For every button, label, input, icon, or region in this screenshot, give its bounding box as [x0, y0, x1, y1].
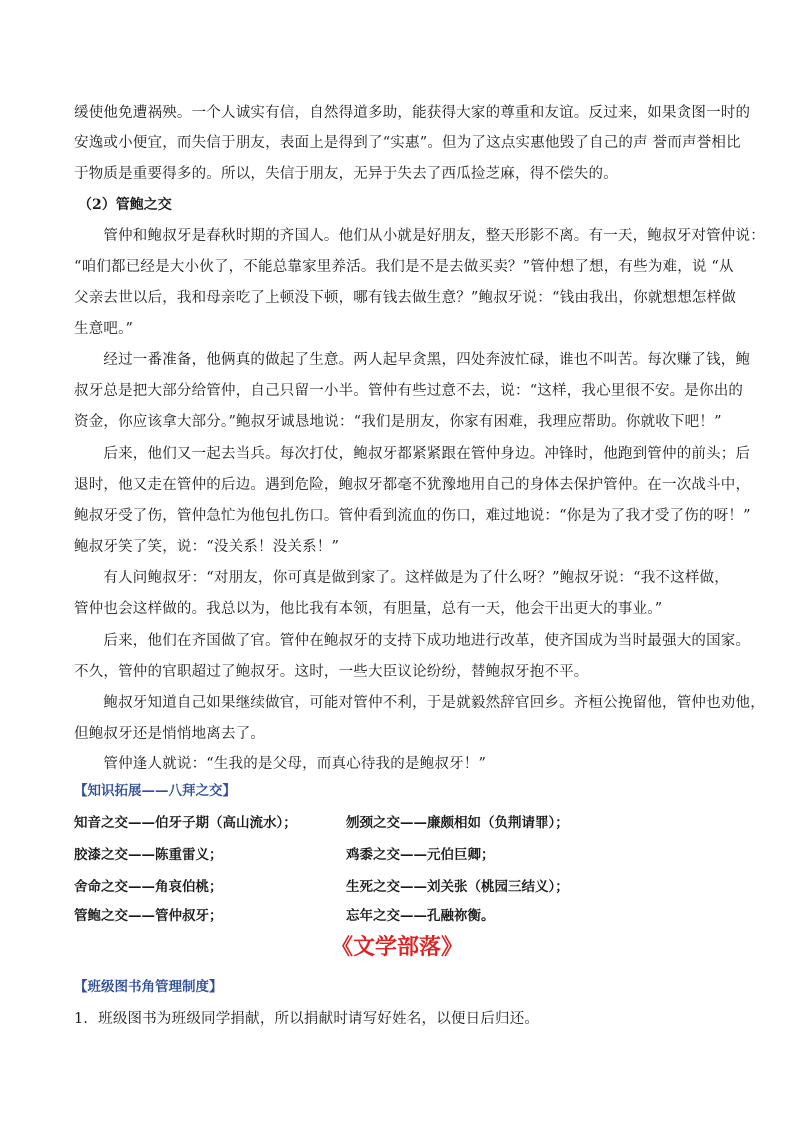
bai-jiao-item: 知音之交——伯牙子期（高山流水）；	[74, 815, 297, 831]
story-line: 生意吧。”	[74, 321, 134, 337]
section-heading: （2）管鲍之交	[78, 197, 172, 213]
bai-jiao-item: 舍命之交——角哀伯桃；	[74, 879, 223, 895]
library-rule: 1．班级图书为班级同学捐献，所以捐献时请写好姓名，以便日后归还。	[74, 1011, 540, 1027]
story-line: 父亲去世以后，我和母亲吃了上顿没下顿，哪有钱去做生意？”鲍叔牙说：“钱由我出，你就想想怎样做	[74, 290, 737, 306]
bai-jiao-item: 刎颈之交——廉颇相如（负荆请罪）；	[346, 815, 569, 831]
story-line: 管仲也会这样做的。我总以为，他比我有本领，有胆量，总有一天，他会干出更大的事业。”	[74, 601, 663, 617]
literature-title: 《文学部落》	[330, 934, 463, 960]
story-line: 鲍叔牙受了伤，管仲急忙为他包扎伤口。管仲看到流血的伤口，难过地说：“你是为了我才受了伤的呀！”	[74, 508, 751, 524]
bai-jiao-item: 忘年之交——孔融祢衡。	[346, 908, 495, 924]
story-line: 资金，你应该拿大部分。”鲍叔牙诚恳地说：“我们是朋友，你家有困难，我理应帮助。你就收下吧！”	[74, 414, 722, 430]
story-line: 管仲和鲍叔牙是春秋时期的齐国人。他们从小就是好朋友，整天形影不离。有一天，鲍叔牙对管仲说：	[74, 228, 765, 244]
knowledge-heading: 【知识拓展——八拜之交】	[74, 783, 236, 799]
story-line: 鲍叔牙笑了笑，说：“没关系！没关系！”	[74, 539, 340, 555]
story-line: 鲍叔牙知道自己如果继续做官，可能对管仲不利，于是就毅然辞官回乡。齐桓公挽留他，管仲也劝他，	[74, 695, 765, 711]
story-line: 后来，他们在齐国做了官。管仲在鲍叔牙的支持下成功地进行改革，使齐国成为当时最强大的国家。	[74, 633, 751, 649]
bai-jiao-item: 管鲍之交——管仲叔牙；	[74, 908, 223, 924]
paragraph-line: 安逸或小便宜，而失信于朋友，表面上是得到了“实惠”。但为了这点实惠他毁了自己的声 誉而声誉相比	[74, 135, 741, 151]
paragraph-line: 于物质是重要得多的。所以，失信于朋友，无异于失去了西瓜捡芝麻，得不偿失的。	[74, 166, 618, 182]
bai-jiao-item: 胶漆之交——陈重雷义；	[74, 847, 223, 863]
bai-jiao-item: 生死之交——刘关张（桃园三结义）；	[346, 879, 569, 895]
story-line: 管仲逢人就说：“生我的是父母，而真心待我的是鲍叔牙！”	[74, 756, 487, 772]
paragraph-line: 缓使他免遭祸殃。一个人诚实有信，自然得道多助，能获得大家的尊重和友谊。反过来，如果贪图一时的	[74, 105, 751, 121]
story-line: 退时，他又走在管仲的后边。遇到危险，鲍叔牙都毫不犹豫地用自己的身体去保护管仲。在一次战斗中，	[74, 477, 751, 493]
library-heading: 【班级图书角管理制度】	[74, 979, 223, 995]
story-line: 有人问鲍叔牙：“对朋友，你可真是做到家了。这样做是为了什么呀？”鲍叔牙说：“我不这样做，	[74, 570, 729, 586]
story-line: “咱们都已经是大小伙了，不能总靠家里养活。我们是不是去做买卖？”管仲想了想，有些为难，说 “从	[74, 259, 734, 275]
story-line: 叔牙总是把大部分给管仲，自己只留一小半。管仲有些过意不去，说：“这样，我心里很不安。是你出的	[74, 383, 744, 399]
bai-jiao-item: 鸡黍之交——元伯巨卿；	[346, 847, 495, 863]
story-line: 后来，他们又一起去当兵。每次打仗，鲍叔牙都紧紧跟在管仲身边。冲锋时，他跑到管仲的前头；后	[74, 446, 751, 462]
story-line: 但鲍叔牙还是悄悄地离去了。	[74, 726, 266, 742]
story-line: 不久，管仲的官职超过了鲍叔牙。这时，一些大臣议论纷纷，替鲍叔牙抱不平。	[74, 664, 589, 680]
story-line: 经过一番准备，他俩真的做起了生意。两人起早贪黑，四处奔波忙碌，谁也不叫苦。每次赚了钱，鲍	[74, 352, 751, 368]
